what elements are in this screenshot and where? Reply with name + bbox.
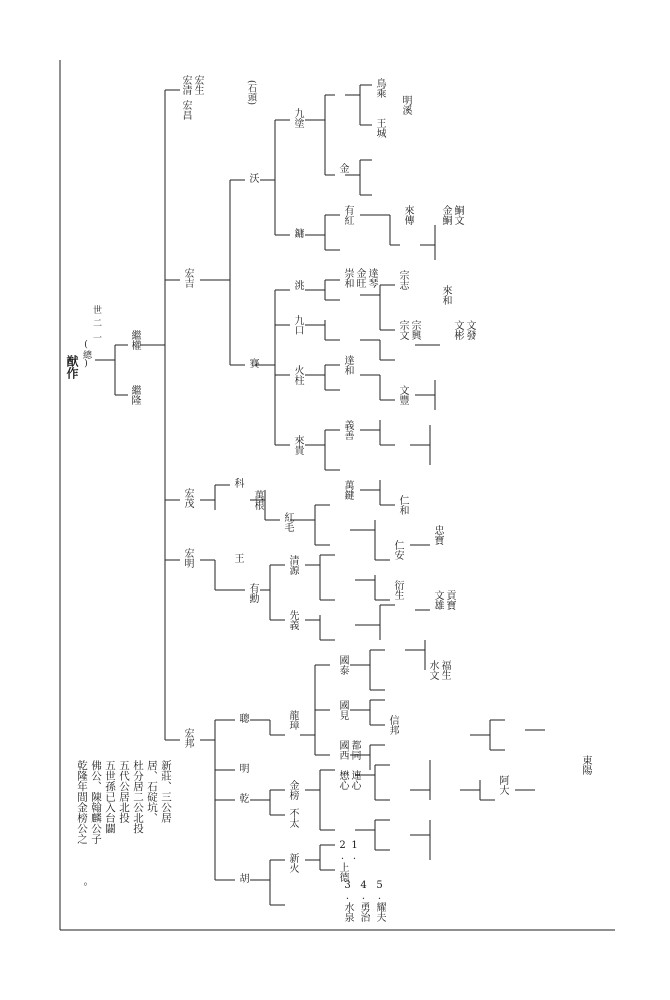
name-left-2: 宏生 [192,75,203,95]
lineage-a-6: 鮦文 [452,205,463,225]
name-fourth-11: 金榜 [287,780,298,800]
lineage-b-12: 連心 [349,770,360,790]
name-fourth-2: 洮 [292,280,303,290]
lineage-a-18: 義善 [342,420,353,440]
name-third-4: 王 [232,553,243,563]
lineage-a-4: 來傳 [402,205,413,225]
lineage-b-7: 都同 [349,740,360,760]
lineage-b-8: 水文 [427,660,438,680]
lineage-b-5: 國見 [337,700,348,720]
lineage-b-0: 衍生 [392,580,403,600]
lineage-b-9: 福生 [439,660,450,680]
lineage-a-10: 宗志 [397,270,408,290]
generation-word: 世 [91,305,101,314]
name-left-1: 宏清 [180,75,191,95]
lineage-a-7: 崇和 [342,268,353,288]
lineage-b-14: 東陽 [580,755,591,775]
name-left-0: 宏昌 [180,100,191,120]
lineage-a-19: 萬鍵 [342,480,353,500]
note-header: (石頭) [246,80,256,106]
lineage-a-20: 仁和 [397,495,408,515]
name-third-2: 賽 [247,358,258,368]
lineage-a-21: 忠寶 [432,525,443,545]
lineage-a-8: 金旺 [354,268,365,288]
lineage-a-14: 宗文 [397,320,408,340]
side-note-line-4: 杜分居二公北投 [132,760,144,834]
generation-mark-1: 一 [91,333,101,342]
lineage-a-5: 金鮦 [440,205,451,225]
side-note-line-5: 居、石碇坑、 [146,760,158,823]
lineage-a-0: 鳥乘 [374,78,385,98]
lineage-a-9: 達琴 [366,268,377,288]
numbered-4: 1. [349,840,360,862]
name-third-1: 鏞 [292,228,303,238]
side-note-line-0: 乾隆年間金榜公之 [76,760,88,844]
side-note-line-2: 五世孫已入台闢 [104,760,116,834]
root-ancestor: 猷作 [65,355,79,379]
name-fourth-12: 不太 [287,808,298,828]
lineage-a-17: 文豐 [397,385,408,405]
name-fourth-8: 清源 [287,555,298,575]
name-third-8: 乾 [237,793,248,803]
name-fourth-1: 金 [337,163,348,173]
lineage-a-1: 王城 [374,118,385,138]
lineage-b-4: 國泰 [337,655,348,675]
lineage-a-11: 來和 [440,285,451,305]
numbered-0: 3.水泉 [342,880,353,922]
lineage-a-16: 達和 [342,355,353,375]
side-note-line-3: 五代公居北投 [118,760,130,823]
ancestor-branch-lower: 繼隆 [129,385,140,405]
root-ancestor-note: (總) [81,340,91,369]
side-note-closing: 。 [76,882,88,893]
name-third-3: 科 [232,478,243,488]
side-note-line-6: 新莊、三公居 [160,760,172,823]
name-third-5: 有勳 [247,583,258,603]
lineage-b-6: 國西 [337,740,348,760]
numbered-3: 2.上德 [337,840,348,882]
name-fourth-4: 火柱 [292,365,303,385]
name-fourth-6: 萬根 [252,490,263,510]
lineage-b-10: 信邦 [387,715,398,735]
numbered-1: 4.勇治 [358,880,369,922]
name-fourth-13: 新火 [287,853,298,873]
lineage-b-13: 阿大 [497,775,508,795]
lineage-b-2: 文雄 [432,590,443,610]
name-fourth-10: 龍璋 [287,710,298,730]
name-second-2: 宏明 [182,548,193,568]
lineage-a-12: 文彬 [452,320,463,340]
name-fourth-5: 來貴 [292,435,303,455]
lineage-a-3: 有紅 [342,205,353,225]
name-second-1: 宏茂 [182,488,193,508]
name-third-6: 聰 [237,713,248,723]
lineage-a-2: 明溪 [400,95,411,115]
name-third-0: 沃 [247,173,258,183]
name-fourth-0: 九塗 [292,108,303,128]
ancestor-branch-upper: 繼權 [129,330,140,350]
name-second-3: 宏邦 [182,728,193,748]
name-third-7: 明 [237,763,248,773]
main-trunk [140,90,180,740]
numbered-2: 5.耀夫 [374,880,385,922]
lineage-a-15: 宗興 [409,320,420,340]
ancestor-bracket [95,345,128,395]
name-second-0: 宏吉 [182,268,193,288]
name-fourth-7: 紅毛 [282,512,293,532]
side-note-line-1: 佛公、陳翰麟公子 [90,760,102,844]
lineage-b-11: 懋心 [337,770,348,790]
lineage-b-3: 貢寶 [444,590,455,610]
lineage-b-1: 仁安 [392,540,403,560]
name-fourth-9: 先義 [287,610,298,630]
name-fourth-3: 九口 [292,315,303,335]
lineage-a-13: 文發 [464,320,475,340]
generation-mark-2: 二 [91,318,101,327]
name-third-9: 胡 [237,873,248,883]
